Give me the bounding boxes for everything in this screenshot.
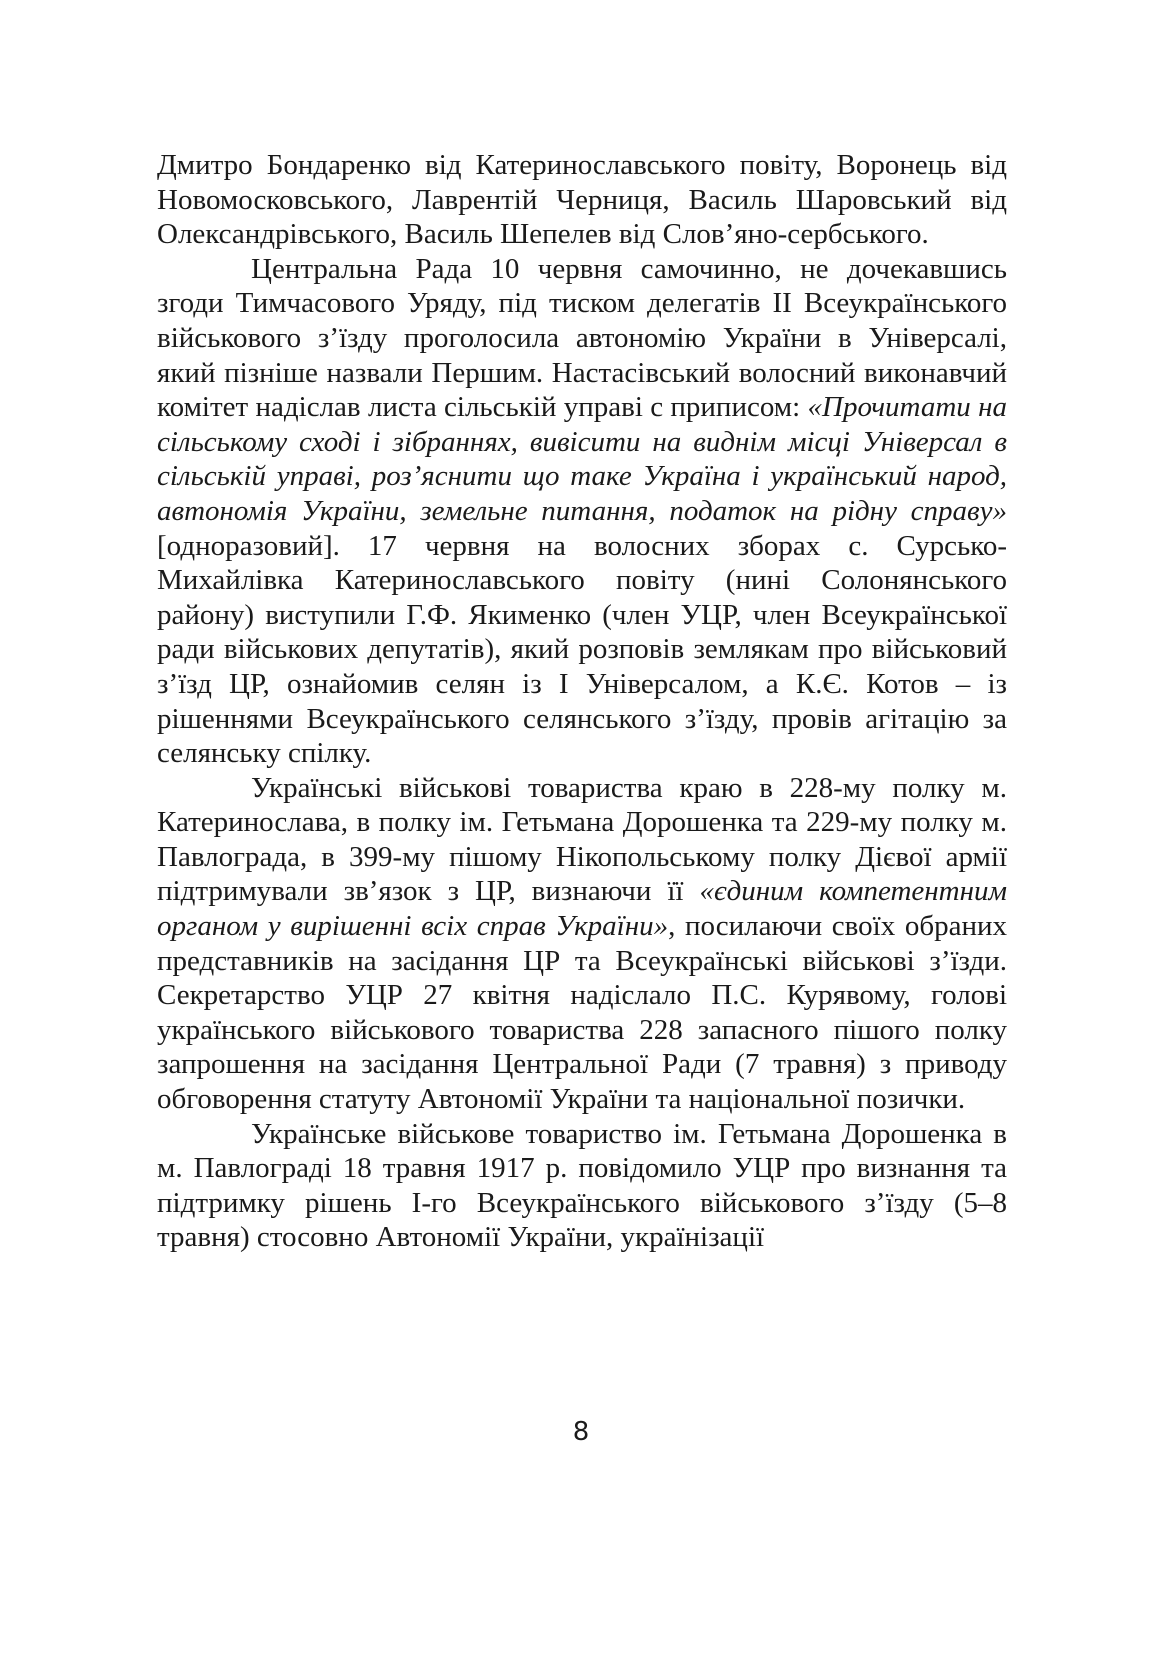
paragraph-4: [157, 1117, 1007, 1255]
paragraph-4-text: Українське військове товариство ім. Гетьмана Дорошенка в м. Павлограді 18 травня 1917 р. повідомило УЦР про визнання та підтримку рішень І-го Всеукраїнського військового з’їзду (5–8 травня) стосовно Автономії України, українізації: [157, 1117, 1007, 1254]
paragraph-2-quote: «Прочитати на сільському сході і зібраннях, вивісити на виднім місці Універсал в сільській управі, роз’яснити що таке Україна і український народ, автономія України, земельне питання, податок на рідну справу»: [157, 391, 1007, 527]
paragraph-3: [157, 771, 1007, 1117]
paragraph-2-text-a: Центральна Рада 10 червня самочинно, не дочекавшись згоди Тимчасового Уряду, під тиском делегатів II Всеукраїнського військового з’їзду проголосила автономію України в Універсалі, який пізніше назвали Першим. Настасівський волосний виконавчий комітет надіслав листа сільській управі с приписом:: [157, 252, 1007, 424]
page-number: 8: [572, 1417, 590, 1447]
paragraph-2-text-b: [одноразовий]. 17 червня на волосних зборах с. Сурсько-Михайлівка Катеринославського повіту (нині Солонянського району) виступили Г.Ф. Якименко (член УЦР, член Всеукраїнської ради військових депутатів), який розповів землякам про військовий з’їзд ЦР, ознайомив селян із І Універсалом, а К.Є. Котов – із рішеннями Всеукраїнського селянського з’їзду, провів агітацію за селянську спілку.: [157, 529, 1007, 770]
paragraph-1-text: Дмитро Бондаренко від Катеринославського повіту, Воронець від Новомосковського, Лаврентій Черниця, Василь Шаровський від Олександрівського, Василь Шепелев від Слов’яно-сербського.: [157, 149, 1007, 251]
paragraph-3-text-b: , посилаючи своїх обраних представників на засідання ЦР та Всеукраїнські військові з’їзди. Секретарство УЦР 27 квітня надіслало П.С. Курявому, голові українського військового товариства 228 запасного пішого полку запрошення на засідання Центральної Ради (7 травня) з приводу обговорення статуту Автономії України та національної позички.: [157, 910, 1007, 1116]
body-text: [157, 148, 1007, 1255]
paragraph-3-quote: «єдиним компетентним органом у вирішенні всіх справ України»: [157, 875, 1007, 943]
paragraph-3-text-a: Українські військові товариства краю в 228-му полку м. Катеринослава, в полку ім. Гетьмана Дорошенка та 229-му полку м. Павлограда, в 399-му пішому Нікопольському полку Дієвої армії підтримували зв’язок з ЦР, визнаючи її: [157, 771, 1007, 908]
paragraph-1: [157, 148, 1007, 252]
paragraph-2: [157, 252, 1007, 771]
